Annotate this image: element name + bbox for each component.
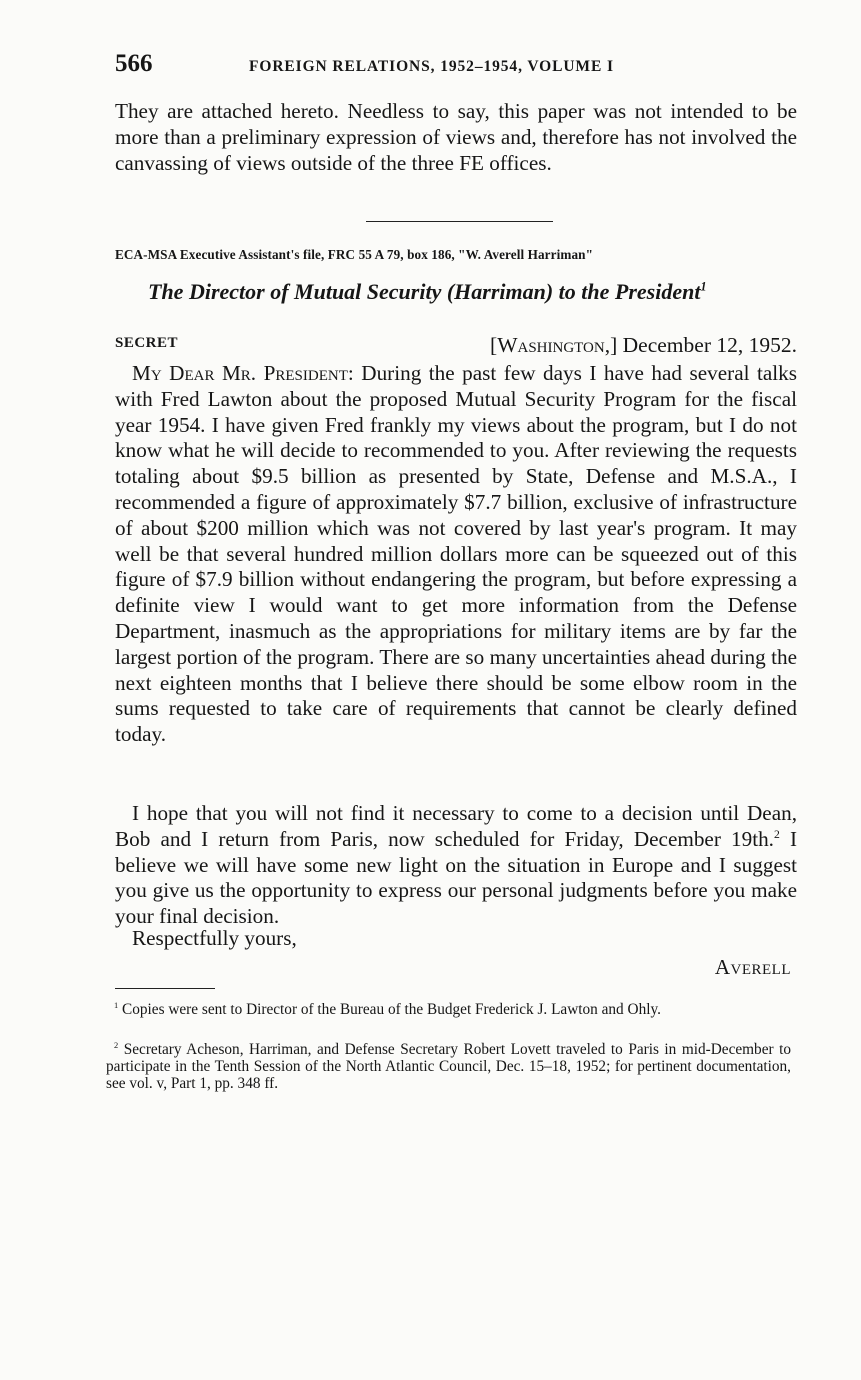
footnote-divider [115,988,215,989]
letter-paragraph-1 [115,361,797,748]
paragraph-2-footnote-mark: 2 [773,827,780,841]
document-title [148,279,707,305]
letter-paragraph-1-text: During the past few days I have had several talks with Fred Lawton about the proposed Mutual Security Program for the fiscal year 1954. I have given Fred frankly my views about the program, but I do not know what he will decide to recommended to you. After reviewing the requests totaling about $9.5 billion as presented by State, Defense and M.S.A., I recommended a figure of approximately $7.7 billion, exclusive of infrastructure of about $200 million which was not covered by last year's program. It may well be that several hundred million dollars more can be squeezed out of this figure of $7.9 billion without endangering the program, but before expressing a definite view I would want to get more information from the Defense Department, inasmuch as the appropriations for military items are by far the largest portion of the program. There are so many uncertainties ahead during the next eighteen months that I believe there should be some elbow room in the sums requested to take care of requirements that cannot be clearly defined today. [115,361,797,747]
letter-date: December 12, 1952. [622,333,797,357]
footnote-2 [106,1041,791,1092]
section-divider [366,221,553,222]
page-header [115,50,805,82]
signature: Averell [714,955,791,979]
page-number: 566 [115,50,153,77]
footnote-2-mark: 2 [114,1040,119,1050]
source-note: ECA-MSA Executive Assistant's file, FRC 55 A 79, box 186, "W. Averell Harriman" [115,247,593,262]
footnote-1-mark: 1 [114,1000,119,1010]
running-head: FOREIGN RELATIONS, 1952–1954, VOLUME I [249,58,614,75]
letter-paragraph-2-text-a: I hope that you will not find it necessary to come to a decision until Dean, Bob and I return from Paris, now scheduled for Friday, December 19th. [115,801,797,851]
footnote-1 [106,1001,791,1018]
footnote-1-text: Copies were sent to Director of the Bureau of the Budget Frederick J. Lawton and Ohly. [122,1001,661,1018]
place-date-line [490,333,797,358]
letter-paragraph-2 [115,801,797,930]
footnote-2-text: Secretary Acheson, Harriman, and Defense Secretary Robert Lovett traveled to Paris in mid-December to participate in the Tenth Session of the North Atlantic Council, Dec. 15–18, 1952; for pertinent documentation, see vol. v, Part 1, pp. 348 ff. [106,1041,792,1092]
closing: Respectfully yours, [132,926,297,950]
intro-paragraph: They are attached hereto. Needless to say, this paper was not intended to be more than a preliminary expression of views and, therefore has not involved the canvassing of views outside of the three FE offices. [115,99,797,175]
title-footnote-mark: 1 [700,279,707,294]
place-name: Washington, [497,333,611,357]
place-bracket-open: [ [490,333,498,357]
classification-label: SECRET [115,335,179,351]
letter-paragraph-2-text-b: I believe we will have some new light on the situation in Europe and I suggest you give us the opportunity to express our personal judgments before you make your final decision. [115,826,797,929]
document-title-text: The Director of Mutual Security (Harriman) to the President [148,279,701,304]
place-bracket-close: ] [610,333,618,357]
salutation: My Dear Mr. President: [132,361,354,385]
